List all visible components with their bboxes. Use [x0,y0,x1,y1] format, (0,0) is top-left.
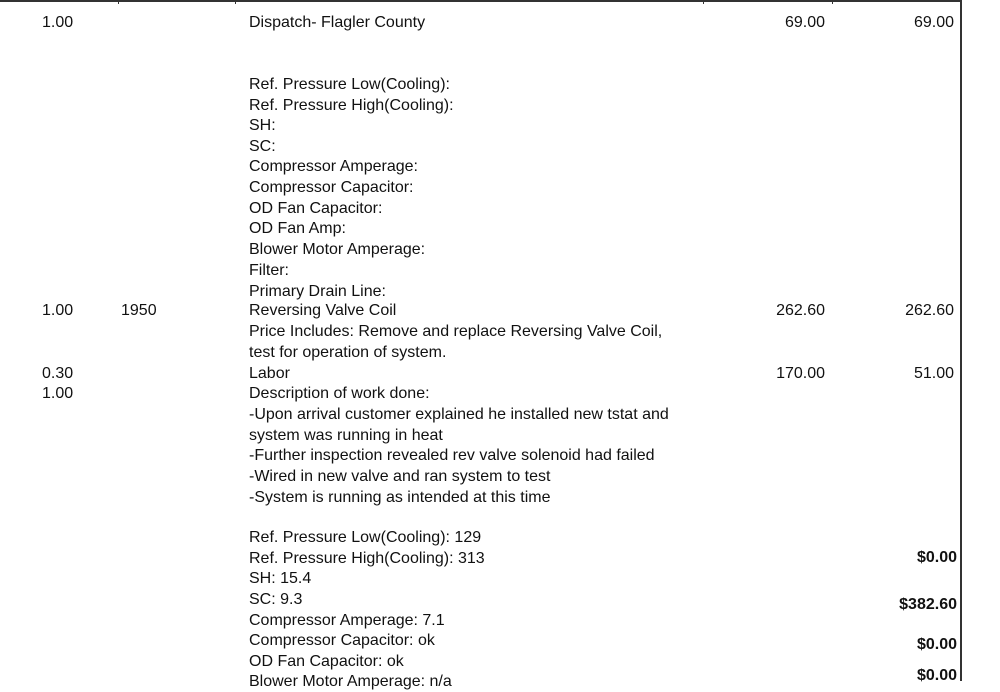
row-unit-price: 69.00 [784,14,825,31]
reading-line: Filter: [249,262,289,279]
work-description-line: system was running in heat [249,427,443,444]
work-description-line: Description of work done: [249,385,430,402]
reading-line: OD Fan Amp: [249,220,346,237]
row-qty: 1.00 [42,302,74,319]
reading-line: Primary Drain Line: [249,283,386,300]
row-description: Dispatch- Flagler County [249,14,426,31]
work-description-line: -Wired in new valve and ran system to test [249,468,551,485]
reading-value-line: SC: 9.3 [249,591,303,608]
row-description: Labor [249,365,290,382]
row-description: Reversing Valve Coil [249,302,397,319]
reading-line: Ref. Pressure High(Cooling): [249,97,454,114]
reading-value-line: SH: 15.4 [249,570,312,587]
coil-note-line: Price Includes: Remove and replace Reversing Valve Coil, [249,323,663,340]
reading-line: OD Fan Capacitor: [249,200,383,217]
column-divider-tick [118,0,119,4]
summary-value: $0.00 [916,636,957,653]
reading-line: Blower Motor Amperage: [249,241,426,258]
summary-value: $0.00 [916,549,957,566]
column-divider-tick [832,0,833,4]
row-total: 51.00 [913,365,954,382]
reading-value-line: Blower Motor Amperage: n/a [249,673,452,690]
row-total: 262.60 [905,302,954,319]
row-unit-price: 170.00 [776,365,825,382]
reading-line: Compressor Capacitor: [249,179,414,196]
column-divider-tick [703,0,704,4]
column-divider-tick [235,0,236,4]
reading-value-line: OD Fan Capacitor: ok [249,653,404,670]
reading-value-line: Ref. Pressure Low(Cooling): 129 [249,529,482,546]
work-description-line: -Further inspection revealed rev valve solenoid had failed [249,447,655,464]
reading-value-line: Ref. Pressure High(Cooling): 313 [249,550,485,567]
row-qty: 1.00 [42,14,74,31]
reading-value-line: Compressor Capacitor: ok [249,632,435,649]
coil-note-line: test for operation of system. [249,344,447,361]
summary-value: $382.60 [899,596,957,613]
row-part-number: 1950 [121,302,157,319]
reading-line: Compressor Amperage: [249,158,418,175]
reading-value-line: Compressor Amperage: 7.1 [249,612,445,629]
row-total: 69.00 [913,14,954,31]
work-description-line: -System is running as intended at this time [249,489,551,506]
row-qty: 1.00 [42,385,74,402]
reading-line: SC: [249,138,276,155]
table-right-border [960,0,962,681]
reading-line: SH: [249,117,276,134]
table-top-border [0,0,961,2]
row-unit-price: 262.60 [776,302,825,319]
summary-value: $0.00 [916,667,957,684]
row-qty: 0.30 [42,365,74,382]
reading-line: Ref. Pressure Low(Cooling): [249,76,450,93]
work-description-line: -Upon arrival customer explained he installed new tstat and [249,406,669,423]
